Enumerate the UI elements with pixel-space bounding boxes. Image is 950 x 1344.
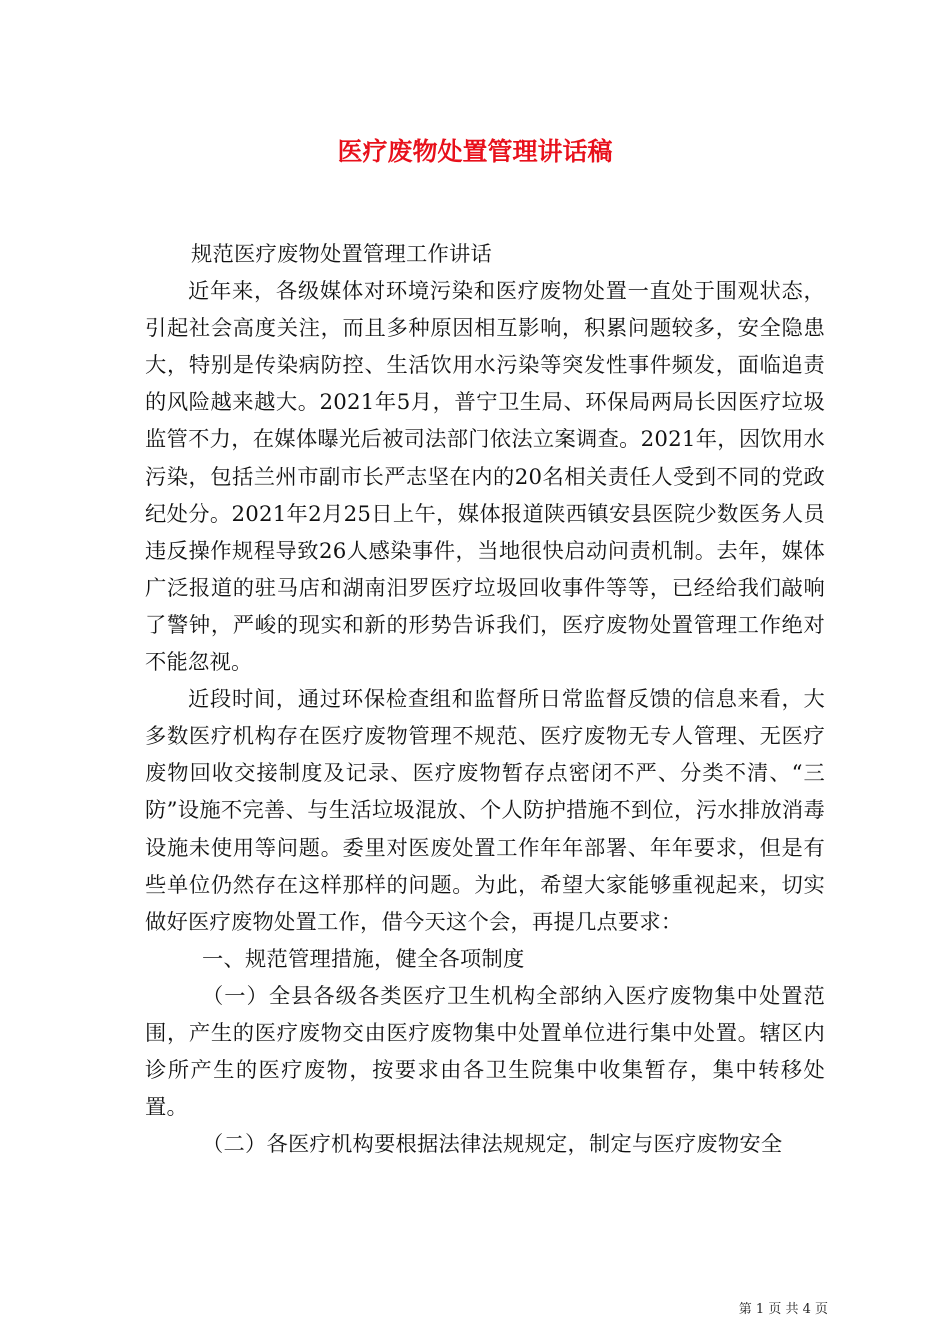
page-title: 医疗废物处置管理讲话稿 bbox=[337, 137, 613, 166]
page-number: 第 1 页 共 4 页 bbox=[738, 1302, 828, 1317]
speech-subtitle: 规范医疗废物处置管理工作讲话 bbox=[191, 242, 492, 267]
paragraph-item-two: （二）各医疗机构要根据法律法规规定，制定与医疗废物安全 bbox=[202, 1132, 783, 1158]
paragraph-problems: 近段时间，通过环保检查组和监督所日常监督反馈的信息来看，大多数医疗机构存在医疗废物管理不规范、医疗废物无专人管理、无医疗废物回收交接制度及记录、医疗废物暂存点密闭不严、分类不清、“三防”设施不完善、与生活垃圾混放、个人防护措施不到位，污水排放消毒设施未使用等问题。委里对医废处置工作年年部署、年年要求，但是有些单位仍然存在这样那样的问题。为此，希望大家能够重视起来，切实做好医疗废物处置工作，借今天这个会，再提几点要求： bbox=[145, 687, 825, 935]
paragraph-background: 近年来，各级媒体对环境污染和医疗废物处置一直处于围观状态，引起社会高度关注，而且多种原因相互影响，积累问题较多，安全隐患大，特别是传染病防控、生活饮用水污染等突发性事件频发，面临追责的风险越来越大。2021年5月，普宁卫生局、环保局两局长因医疗垃圾监管不力，在媒体曝光后被司法部门依法立案调查。2021年，因饮用水污染，包括兰州市副市长严志坚在内的20名相关责任人受到不同的党政纪处分。2021年2月25日上午，媒体报道陕西镇安县医院少数医务人员违反操作规程导致26人感染事件，当地很快启动问责机制。去年，媒体广泛报道的驻马店和湖南汨罗医疗垃圾回收事件等等，已经给我们敲响了警钟，严峻的现实和新的形势告诉我们，医疗废物处置管理工作绝对不能忽视。 bbox=[145, 279, 825, 676]
paragraph-item-one: （一）全县各级各类医疗卫生机构全部纳入医疗废物集中处置范围，产生的医疗废物交由医疗废物集中处置单位进行集中处置。辖区内诊所产生的医疗废物，按要求由各卫生院集中收集暂存，集中转移处置。 bbox=[145, 983, 825, 1121]
document-body bbox=[145, 236, 825, 1163]
section-heading-one: 一、规范管理措施，健全各项制度 bbox=[202, 946, 525, 972]
